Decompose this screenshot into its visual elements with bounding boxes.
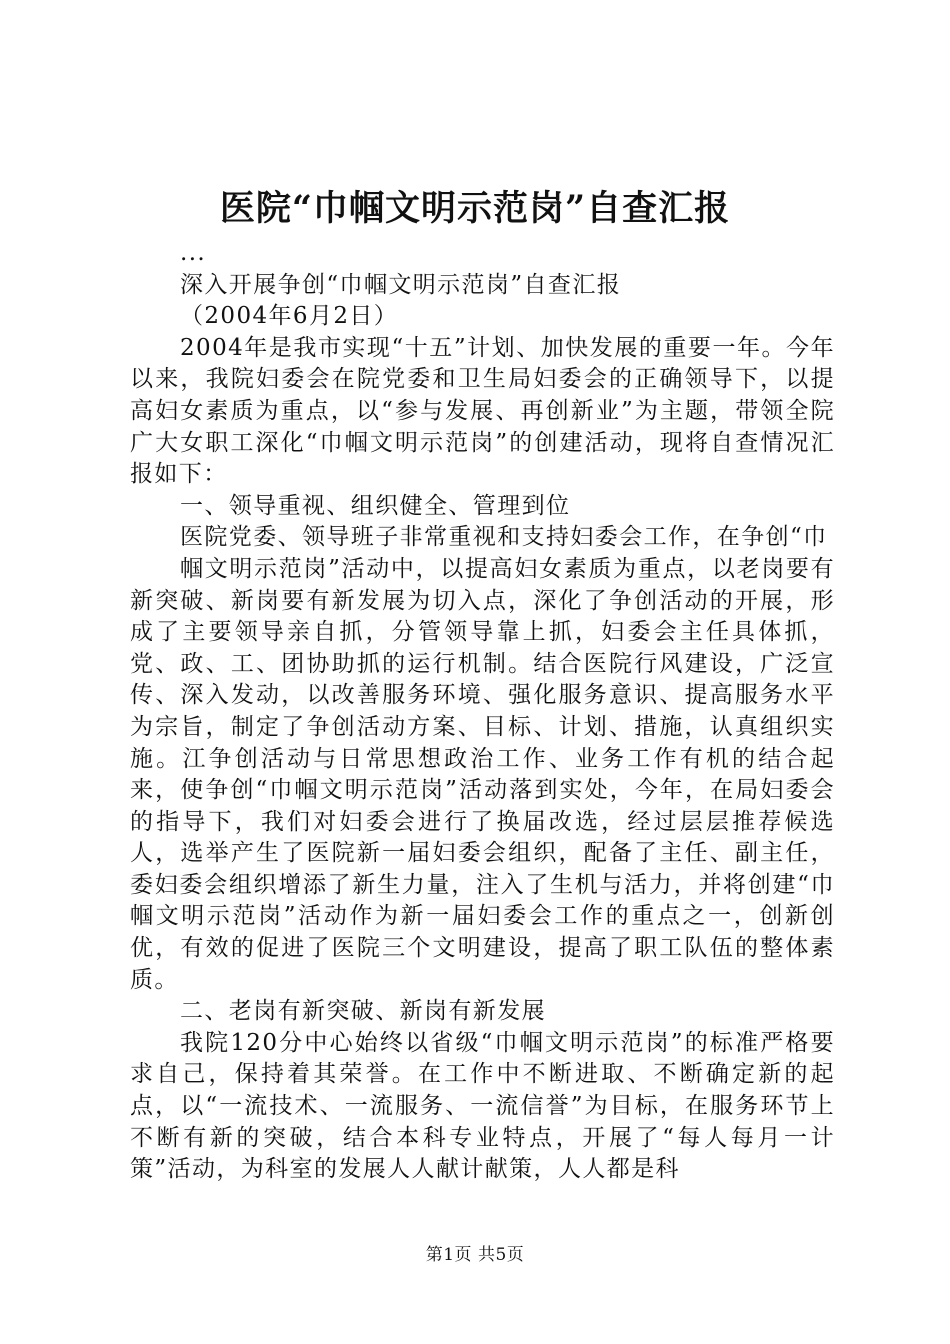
date-line: （2004年6月2日） [180, 303, 399, 330]
section-1-paragraph: 帼文明示范岗”活动中，以提高妇女素质为重点，以老岗要有新突破、新岗要有新发展为切入点，深化了争创活动的开展，形成了主要领导亲自抓，分管领导靠上抓，妇委会主任具体抓，党、政、工、团协助抓的运行机制。结合医院行风建设，广泛宣传、深入发动，以改善服务环境、强化服务意识、提高服务水平为宗旨，制定了争创活动方案、目标、计划、措施，认真组织实施。江争创活动与日常思想政治工作、业务工作有机的结合起来，使争创“巾帼文明示范岗”活动落到实处，今年，在局妇委会的指导下，我们对妇委会进行了换届改选，经过层层推荐候选人，选举产生了医院新一届妇委会组织，配备了主任、副主任，委妇委会组织增添了新生力量，注入了生机与活力，并将创建“巾帼文明示范岗”活动作为新一届妇委会工作的重点之一，创新创优，有效的促进了医院三个文明建设，提高了职工队伍的整体素质。 [130, 555, 835, 993]
ellipsis-line: ... [180, 240, 207, 266]
document-body [130, 238, 835, 1186]
section-2-paragraph: 我院120分中心始终以省级“巾帼文明示范岗”的标准严格要求自己，保持着其荣誉。在工作中不断进取、不断确定新的起点，以“一流技术、一流服务、一流信誉”为目标，在服务环节上不断有新的突破，结合本科专业特点，开展了“每人每月一计策”活动，为科室的发展人人献计献策，人人都是科 [130, 1029, 835, 1183]
section-heading-2: 二、老岗有新突破、新岗有新发展 [180, 998, 546, 1025]
page-footer: 第1页 共5页 [425, 1245, 525, 1265]
document-title: 医院“巾帼文明示范岗”自查汇报 [219, 188, 731, 229]
section-1-first-line: 医院党委、领导班子非常重视和支持妇委会工作，在争创“巾 [180, 524, 828, 551]
intro-paragraph: 2004年是我市实现“十五”计划、加快发展的重要一年。今年以来，我院妇委会在院党委和卫生局妇委会的正确领导下，以提高妇女素质为重点，以“参与发展、再创新业”为主题，带领全院广大女职工深化“巾帼文明示范岗”的创建活动，现将自查情况汇报如下： [130, 334, 835, 488]
section-heading-1: 一、领导重视、组织健全、管理到位 [180, 492, 571, 519]
subtitle: 深入开展争创“巾帼文明示范岗”自查汇报 [180, 271, 622, 298]
